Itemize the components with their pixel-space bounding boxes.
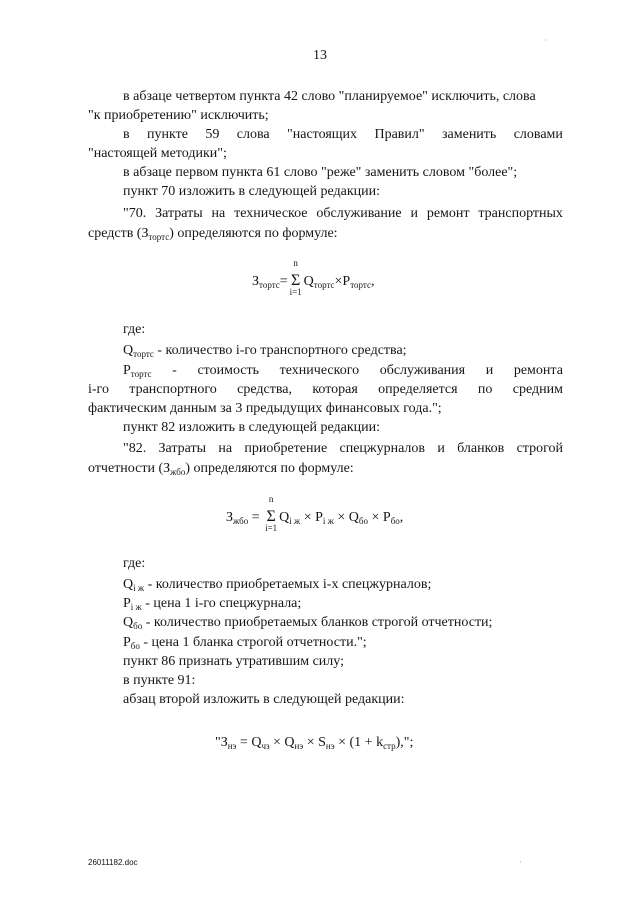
paragraph-line-justified (88, 381, 563, 399)
text: ) определяются по формуле: (185, 461, 354, 476)
subscript: нэ (325, 741, 335, 751)
formula-symbol: P (315, 510, 323, 525)
word: и (437, 441, 445, 456)
paragraph-line: в абзаце четвертом пункта 42 слово "планируемое" исключить, слова (123, 89, 536, 104)
word: транспортных (478, 206, 563, 221)
word: и (410, 206, 418, 221)
paragraph-line: пункт 82 изложить в следующей редакции: (123, 420, 380, 435)
word: Правил" (374, 127, 425, 142)
paragraph-line: где: (123, 556, 146, 571)
subscript: жбо (233, 516, 249, 526)
formula-text: × S (303, 735, 326, 750)
word: по (477, 382, 493, 397)
file-name-footer: 26011182.doc (88, 858, 138, 867)
word: транспортного (129, 382, 217, 397)
word: заменить (442, 127, 497, 142)
word: на (211, 206, 226, 221)
subscript: i ж (289, 516, 301, 526)
times-sign: × (368, 510, 383, 525)
times-sign: × (333, 510, 349, 525)
subscript: тортс (130, 369, 152, 379)
formula-text: × (1 + k (334, 735, 384, 750)
word: Затраты (158, 441, 207, 456)
definition-line-justified (123, 362, 563, 380)
subscript: i ж (322, 516, 334, 526)
formula-symbol: Q (123, 343, 134, 358)
formula-symbol: З (252, 274, 260, 289)
subscript: нэ (227, 741, 237, 751)
word: средним (512, 382, 563, 397)
punctuation: , (370, 274, 375, 289)
subscript: тортс (259, 280, 280, 290)
word: строгой (516, 441, 563, 456)
word: стоимость (197, 363, 260, 378)
word: Затраты (155, 206, 203, 221)
subscript: чз (261, 741, 270, 751)
sum-lower-limit: i=1 (265, 523, 278, 533)
word: пункте (147, 127, 188, 142)
formula-text: ),"; (395, 735, 414, 750)
subscript: бо (390, 516, 400, 526)
definition-line (123, 614, 492, 632)
word: приобретение (244, 441, 328, 456)
sum-sign: Σ n i=1 (264, 508, 278, 526)
word: слова (236, 127, 270, 142)
word: "82. (123, 441, 147, 456)
subscript: бо (130, 641, 140, 651)
word: и (485, 363, 494, 378)
paragraph-line: в абзаце первом пункта 61 слово "реже" заменить словом "более"; (123, 165, 518, 180)
definition-text: - количество приобретаемых бланков строгой отчетности; (142, 615, 493, 630)
punctuation: , (399, 510, 404, 525)
word: обслуживание (316, 206, 402, 221)
formula-zne (215, 735, 413, 751)
word: технического (279, 363, 360, 378)
text: средств (З (88, 226, 149, 241)
scan-mark: · (519, 858, 522, 867)
formula-symbol: P (123, 363, 131, 378)
sum-upper-limit: n (293, 258, 298, 268)
word: - (172, 363, 177, 378)
subscript: нэ (294, 741, 304, 751)
subscript: тортс (133, 349, 154, 359)
word: которая (312, 382, 358, 397)
word: обслуживания (379, 363, 466, 378)
subscript: i ж (130, 602, 142, 612)
formula-symbol: З (226, 510, 234, 525)
page-number: 13 (313, 48, 327, 63)
paragraph-line: где: (123, 322, 146, 337)
equals-sign: = (279, 274, 288, 289)
definition-text: - цена 1 бланка строгой отчетности."; (139, 635, 367, 650)
equals-sign: = (248, 510, 264, 525)
subscript: стр (383, 741, 396, 751)
formula-symbol: P (123, 635, 131, 650)
subscript: бо (133, 621, 143, 631)
formula-text: = Q (236, 735, 262, 750)
sum-sign: Σ n i=1 (289, 272, 303, 290)
sum-lower-limit: i=1 (289, 287, 302, 297)
word: средства, (237, 382, 292, 397)
paragraph-line: "настоящей методики"; (88, 146, 227, 161)
word: определяется (378, 382, 458, 397)
definition-line (123, 595, 301, 613)
definition-line (123, 634, 367, 652)
text: ) определяются по формуле: (169, 226, 338, 241)
scan-mark: · (544, 36, 547, 45)
word: на (218, 441, 233, 456)
subscript: тортс (148, 232, 170, 242)
paragraph-line: в пункте 91: (123, 673, 196, 688)
paragraph-line (88, 225, 338, 243)
paragraph-line (88, 460, 354, 478)
word (123, 362, 152, 380)
word: в (123, 127, 130, 142)
word: словами (513, 127, 563, 142)
sum-upper-limit: n (268, 494, 274, 504)
paragraph-line: "к приобретению" исключить; (88, 108, 269, 123)
subscript: жбо (170, 467, 186, 477)
paragraph-line: пункт 86 признать утратившим силу; (123, 654, 344, 669)
word: 59 (205, 127, 220, 142)
paragraph-line-justified (123, 205, 563, 223)
word: ремонта (513, 363, 563, 378)
subscript: тортс (350, 280, 371, 290)
word: ремонт (426, 206, 470, 221)
times-sign: × (334, 274, 343, 289)
formula-symbol: Q (303, 274, 314, 289)
formula-symbol: P (382, 510, 391, 525)
paragraph-line: пункт 70 изложить в следующей редакции: (123, 184, 380, 199)
word: i-го (88, 382, 109, 397)
text: отчетности (З (88, 461, 171, 476)
word: бланков (457, 441, 505, 456)
times-sign: × (300, 510, 316, 525)
formula-text: × Q (269, 735, 295, 750)
word: техническое (234, 206, 308, 221)
word: "настоящих (287, 127, 358, 142)
definition-text: - цена 1 i-го спецжурнала; (141, 596, 302, 611)
formula-symbol: Q (279, 510, 290, 525)
definition-line (123, 342, 407, 360)
word: спецжурналов (339, 441, 426, 456)
formula-symbol: P (123, 596, 131, 611)
subscript: тортс (313, 280, 335, 290)
paragraph-line-justified (123, 126, 563, 144)
formula-symbol: P (342, 274, 351, 289)
word: "70. (123, 206, 147, 221)
subscript: i ж (133, 583, 145, 593)
subscript: бо (358, 516, 368, 526)
formula-symbol: Q (123, 615, 134, 630)
definition-line (123, 576, 431, 594)
formula-symbol: Q (123, 577, 134, 592)
paragraph-line-justified (123, 440, 563, 458)
paragraph-line: абзац второй изложить в следующей редакции: (123, 692, 405, 707)
formula-symbol: "З (215, 735, 228, 750)
definition-text: - количество приобретаемых i-х спецжурналов; (144, 577, 432, 592)
formula-symbol: Q (348, 510, 359, 525)
definition-text: - количество i-го транспортного средства; (153, 343, 407, 358)
paragraph-line: фактическим данным за 3 предыдущих финансовых года."; (88, 401, 442, 416)
